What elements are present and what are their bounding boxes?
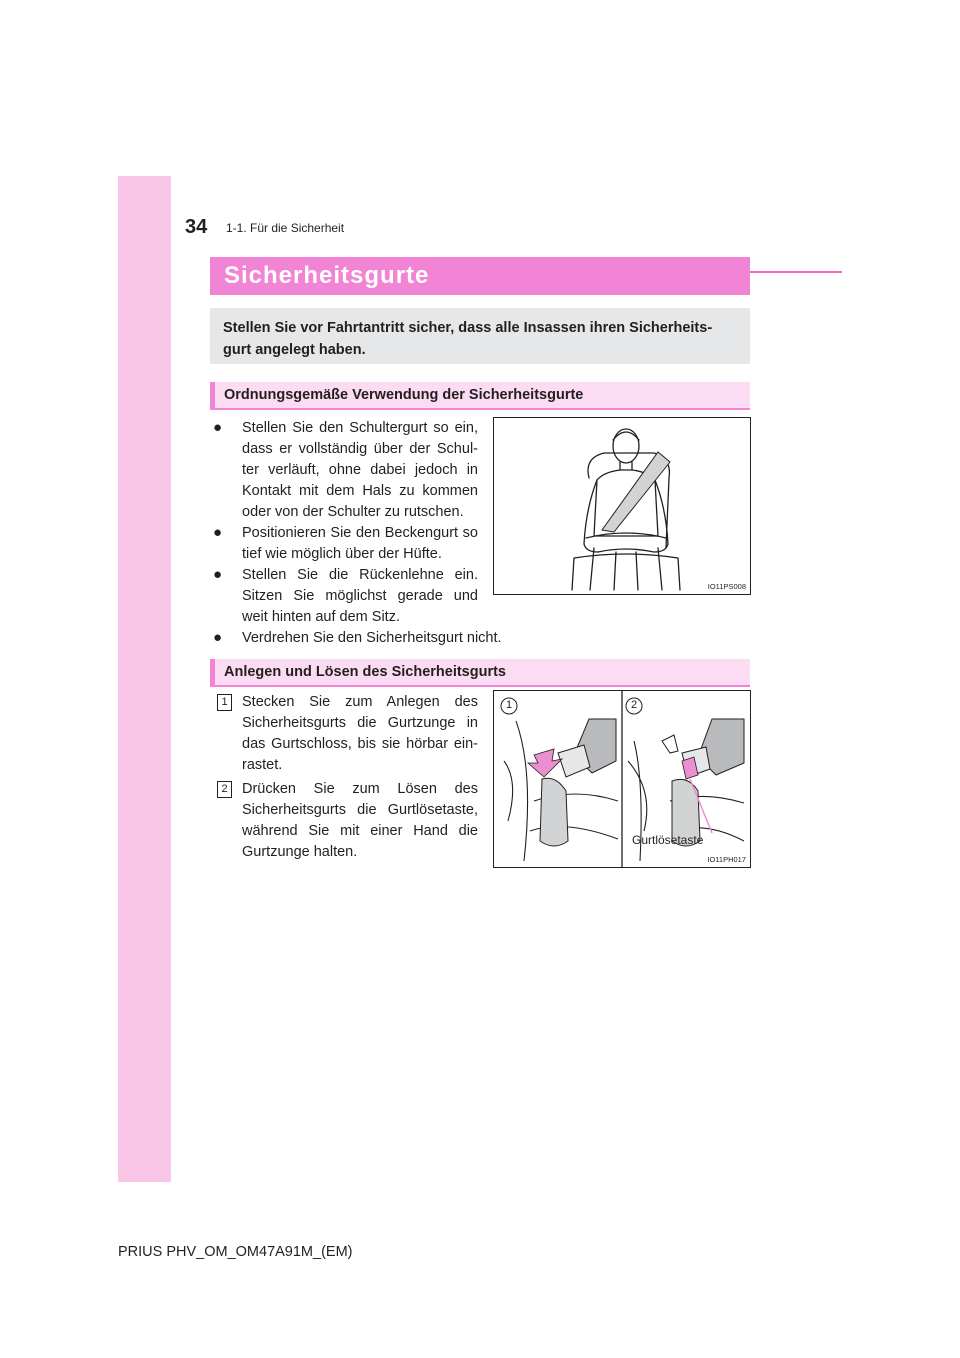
fasten-step-1: Stecken Sie zum Anlegen des Sicherheitsgurts die Gurtzunge in das Gurtschloss, bis sie hörbar ein- rastet. [242,694,478,773]
figure-label: 1 [506,699,513,711]
seated-person-figure [493,417,751,595]
usage-bullet-2: Positionieren Sie den Beckengurt so tief wie möglich über der Hüfte. [242,525,478,562]
usage-bullet-1: Stellen Sie den Schultergurt so ein, dass er vollständig über der Schul- ter verläuft, ohne dabei jedoch in Kontakt mit dem Hals zu kommen oder von der Schulter zu rutschen. [242,420,478,520]
buckle-illustration [494,691,750,867]
chapter-label: 1-1. Für die Sicherheit [226,221,345,235]
section-title-bar [210,257,750,295]
release-button-label: Gurtlösetaste [632,833,704,847]
heading-accent [210,659,215,687]
fasten-heading: Anlegen und Lösen des Sicherheitsgurts [224,664,506,680]
fasten-step-2: Drücken Sie zum Lösen des Sicherheitsgurts die Gurtlösetaste, während Sie mit einer Hand die Gurtzunge halten. [242,781,478,860]
sidebar-tab [118,176,171,1182]
seated-person-illustration [494,418,750,594]
section-title: Sicherheitsgurte [224,262,430,289]
fasten-heading-bar [210,659,750,687]
figure-code: IO11PH017 [707,855,746,864]
bullet-icon: ● [213,566,223,583]
bullet-icon: ● [213,419,223,436]
buckle-figure [493,690,751,868]
step-number: 1 [217,694,232,711]
step-number: 2 [217,781,232,798]
heading-accent [210,382,215,410]
intro-text: Stellen Sie vor Fahrtantritt sicher, dass alle Insassen ihren Sicherheits- gurt angelegt haben. [223,320,713,358]
intro-box [210,308,750,364]
usage-bullet-4: Verdrehen Sie den Sicherheitsgurt nicht. [242,630,502,646]
usage-heading: Ordnungsgemäße Verwendung der Sicherheitsgurte [224,387,584,403]
figure-code: IO11PS008 [707,582,746,591]
bullet-icon: ● [213,629,223,646]
figure-label: 2 [631,699,638,711]
usage-heading-bar [210,382,750,410]
page-number: 34 [185,216,208,238]
bullet-icon: ● [213,524,223,541]
usage-bullet-3: Stellen Sie die Rückenlehne ein. Sitzen Sie möglichst gerade und weit hinten auf dem Sitz. [242,567,478,625]
footer-code: PRIUS PHV_OM_OM47A91M_(EM) [118,1244,353,1260]
